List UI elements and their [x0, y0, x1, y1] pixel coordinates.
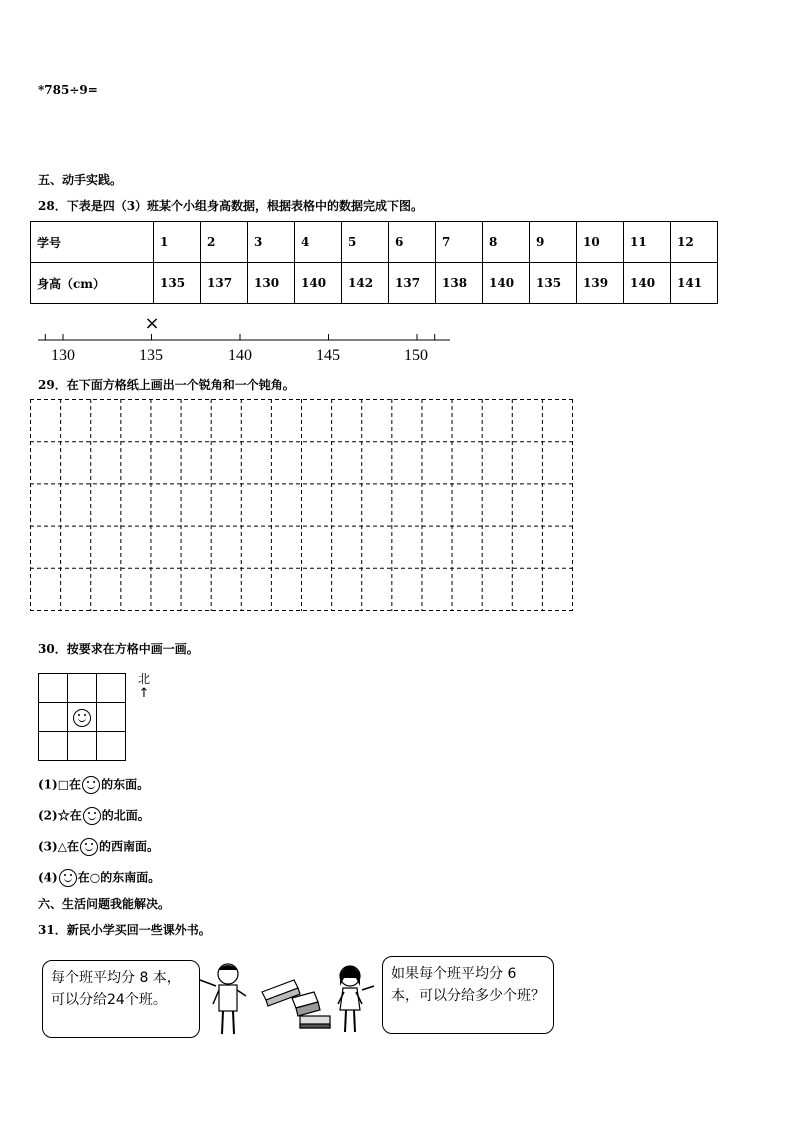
- table-row-heights: [31, 263, 718, 304]
- table-header-id: 学号: [31, 222, 154, 263]
- table-cell: 4: [295, 222, 342, 263]
- cross-marker: ×: [144, 313, 160, 334]
- table-cell: 8: [483, 222, 530, 263]
- section-6-title: 六、生活问题我能解决。: [38, 897, 171, 911]
- height-number-line: [30, 310, 460, 366]
- dashed-grid-paper[interactable]: [30, 399, 573, 611]
- q30-item-1: (1)□在 的东面。: [38, 776, 149, 794]
- speech-bubble-left: 每个班平均分 8 本，可以分给24个班。: [42, 960, 200, 1038]
- grid-cell: [97, 703, 126, 732]
- table-cell: 3: [248, 222, 295, 263]
- q30-item-2: (2)☆在 的北面。: [38, 807, 150, 825]
- table-cell: 142: [342, 263, 389, 304]
- grid-cell: [39, 732, 68, 761]
- girl-illustration: [330, 960, 386, 1040]
- grid-cell: [39, 674, 68, 703]
- grid-cell: [68, 732, 97, 761]
- table-header-height: 身高（cm）: [31, 263, 154, 304]
- question-28-prompt: 28．下表是四（3）班某个小组身高数据，根据表格中的数据完成下图。: [38, 199, 424, 213]
- table-cell: 137: [201, 263, 248, 304]
- table-cell: 139: [577, 263, 624, 304]
- axis-label-150: 150: [404, 347, 428, 364]
- grid-cell: [97, 732, 126, 761]
- q30-item-4: (4) 在○的东南面。: [38, 869, 160, 887]
- axis-label-135: 135: [139, 347, 163, 364]
- table-cell: 140: [295, 263, 342, 304]
- grid-cell: [97, 674, 126, 703]
- table-cell: 2: [201, 222, 248, 263]
- girl-legs: [345, 1010, 355, 1032]
- axis-label-140: 140: [228, 347, 252, 364]
- table-cell: 10: [577, 222, 624, 263]
- smiley-face-icon: [73, 709, 91, 727]
- smiley-face-icon: [82, 776, 100, 794]
- smiley-face-icon: [80, 838, 98, 856]
- table-cell: 135: [530, 263, 577, 304]
- axis-label-145: 145: [316, 347, 340, 364]
- north-arrow-icon: ↑: [138, 686, 150, 701]
- table-cell: 11: [624, 222, 671, 263]
- direction-grid[interactable]: [38, 673, 126, 761]
- bubble-tail-right: [362, 986, 374, 990]
- section-5-title: 五、动手实践。: [38, 173, 123, 187]
- bubble-tail-left: [200, 980, 216, 986]
- smiley-face-icon: [83, 807, 101, 825]
- table-cell: 12: [671, 222, 718, 263]
- table-cell: 5: [342, 222, 389, 263]
- boy-hair: [218, 965, 238, 970]
- table-cell: 9: [530, 222, 577, 263]
- grid-cell-center: [68, 703, 97, 732]
- north-label: 北: [137, 672, 150, 686]
- grid-cell: [39, 703, 68, 732]
- height-data-table: [30, 221, 718, 304]
- boy-body: [219, 985, 237, 1011]
- boy-legs: [222, 1011, 234, 1034]
- axis-label-130: 130: [51, 347, 75, 364]
- books-stack-icon: [262, 980, 330, 1028]
- table-cell: 140: [624, 263, 671, 304]
- north-indicator: [137, 670, 151, 700]
- table-row-ids: [31, 222, 718, 263]
- table-cell: 137: [389, 263, 436, 304]
- q30-item-3: (3)△在 的西南面。: [38, 838, 159, 856]
- question-30-prompt: 30．按要求在方格中画一画。: [38, 642, 199, 656]
- smiley-face-icon: [59, 869, 77, 887]
- speech-bubble-right: 如果每个班平均分 6 本，可以分给多少个班？: [382, 956, 554, 1034]
- table-cell: 130: [248, 263, 295, 304]
- girl-dress: [340, 988, 360, 1010]
- table-cell: 7: [436, 222, 483, 263]
- table-cell: 135: [154, 263, 201, 304]
- table-cell: 6: [389, 222, 436, 263]
- table-cell: 140: [483, 263, 530, 304]
- table-cell: 141: [671, 263, 718, 304]
- table-cell: 138: [436, 263, 483, 304]
- question-29-prompt: 29．在下面方格纸上画出一个锐角和一个钝角。: [38, 378, 295, 392]
- expression-785-div-9: *785÷9=: [38, 83, 98, 97]
- table-cell: 1: [154, 222, 201, 263]
- question-31-prompt: 31．新民小学买回一些课外书。: [38, 923, 211, 937]
- grid-cell: [68, 674, 97, 703]
